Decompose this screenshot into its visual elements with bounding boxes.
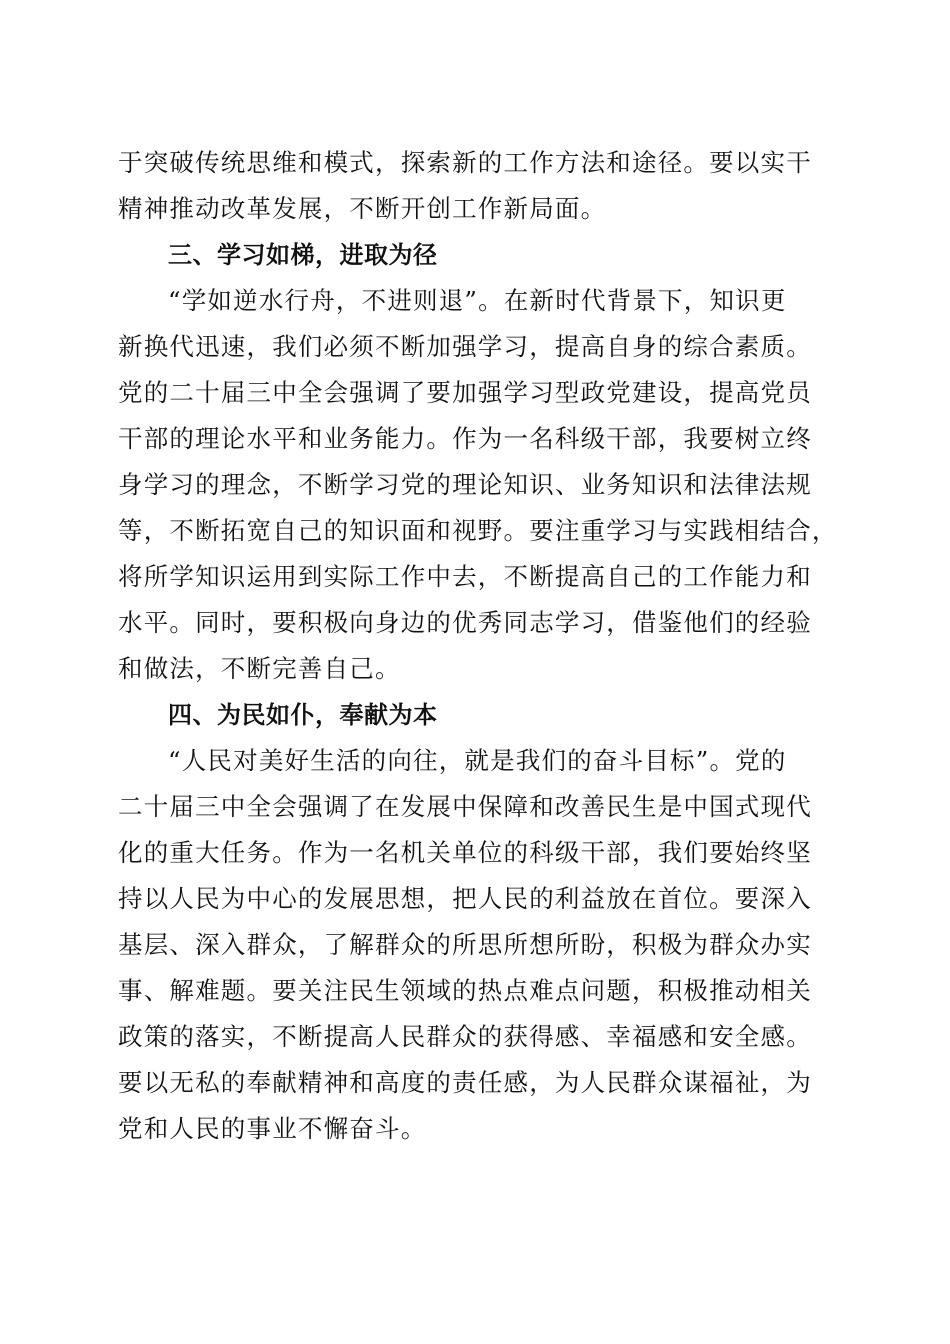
body-text-line: 化的重大任务。作为一名机关单位的科级干部，我们要始终坚 (118, 838, 812, 867)
body-text-line: 干部的理论水平和业务能力。作为一名科级干部，我要树立终 (118, 424, 812, 453)
body-text-line: 基层、深入群众，了解群众的所思所想所盼，积极为群众办实 (118, 930, 812, 959)
body-text-line: 和做法，不断完善自己。 (118, 654, 401, 683)
body-text-line: 等，不断拓宽自己的知识面和视野。要注重学习与实践相结合， (118, 516, 838, 545)
body-text-line: 新换代迅速，我们必须不断加强学习，提高自身的综合素质。 (118, 332, 812, 361)
body-text-line: 党和人民的事业不懈奋斗。 (118, 1114, 427, 1143)
body-text-line: “人民对美好生活的向往，就是我们的奋斗目标”。党的 (168, 746, 787, 775)
body-text-line: 党的二十届三中全会强调了要加强学习型政党建设，提高党员 (118, 378, 812, 407)
section-heading-3: 三、学习如梯，进取为径 (168, 241, 438, 269)
body-text-line: 二十届三中全会强调了在发展中保障和改善民生是中国式现代 (118, 792, 812, 821)
body-text-line: 要以无私的奉献精神和高度的责任感，为人民群众谋福祉，为 (118, 1068, 812, 1097)
section-heading-4: 四、为民如仆，奉献为本 (168, 701, 438, 729)
body-text-line: 于突破传统思维和模式，探索新的工作方法和途径。要以实干 (118, 148, 812, 177)
body-text-line: 持以人民为中心的发展思想，把人民的利益放在首位。要深入 (118, 884, 812, 913)
body-text-line: 精神推动改革发展，不断开创工作新局面。 (118, 194, 607, 223)
body-text-line: 政策的落实，不断提高人民群众的获得感、幸福感和安全感。 (118, 1022, 812, 1051)
body-text-line: 身学习的理念，不断学习党的理论知识、业务知识和法律法规 (118, 470, 812, 499)
body-text-line: “学如逆水行舟，不进则退”。在新时代背景下，知识更 (168, 286, 787, 315)
body-text-line: 将所学知识运用到实际工作中去，不断提高自己的工作能力和 (118, 562, 812, 591)
body-text-line: 水平。同时，要积极向身边的优秀同志学习，借鉴他们的经验 (118, 608, 812, 637)
body-text-line: 事、解难题。要关注民生领域的热点难点问题，积极推动相关 (118, 976, 812, 1005)
